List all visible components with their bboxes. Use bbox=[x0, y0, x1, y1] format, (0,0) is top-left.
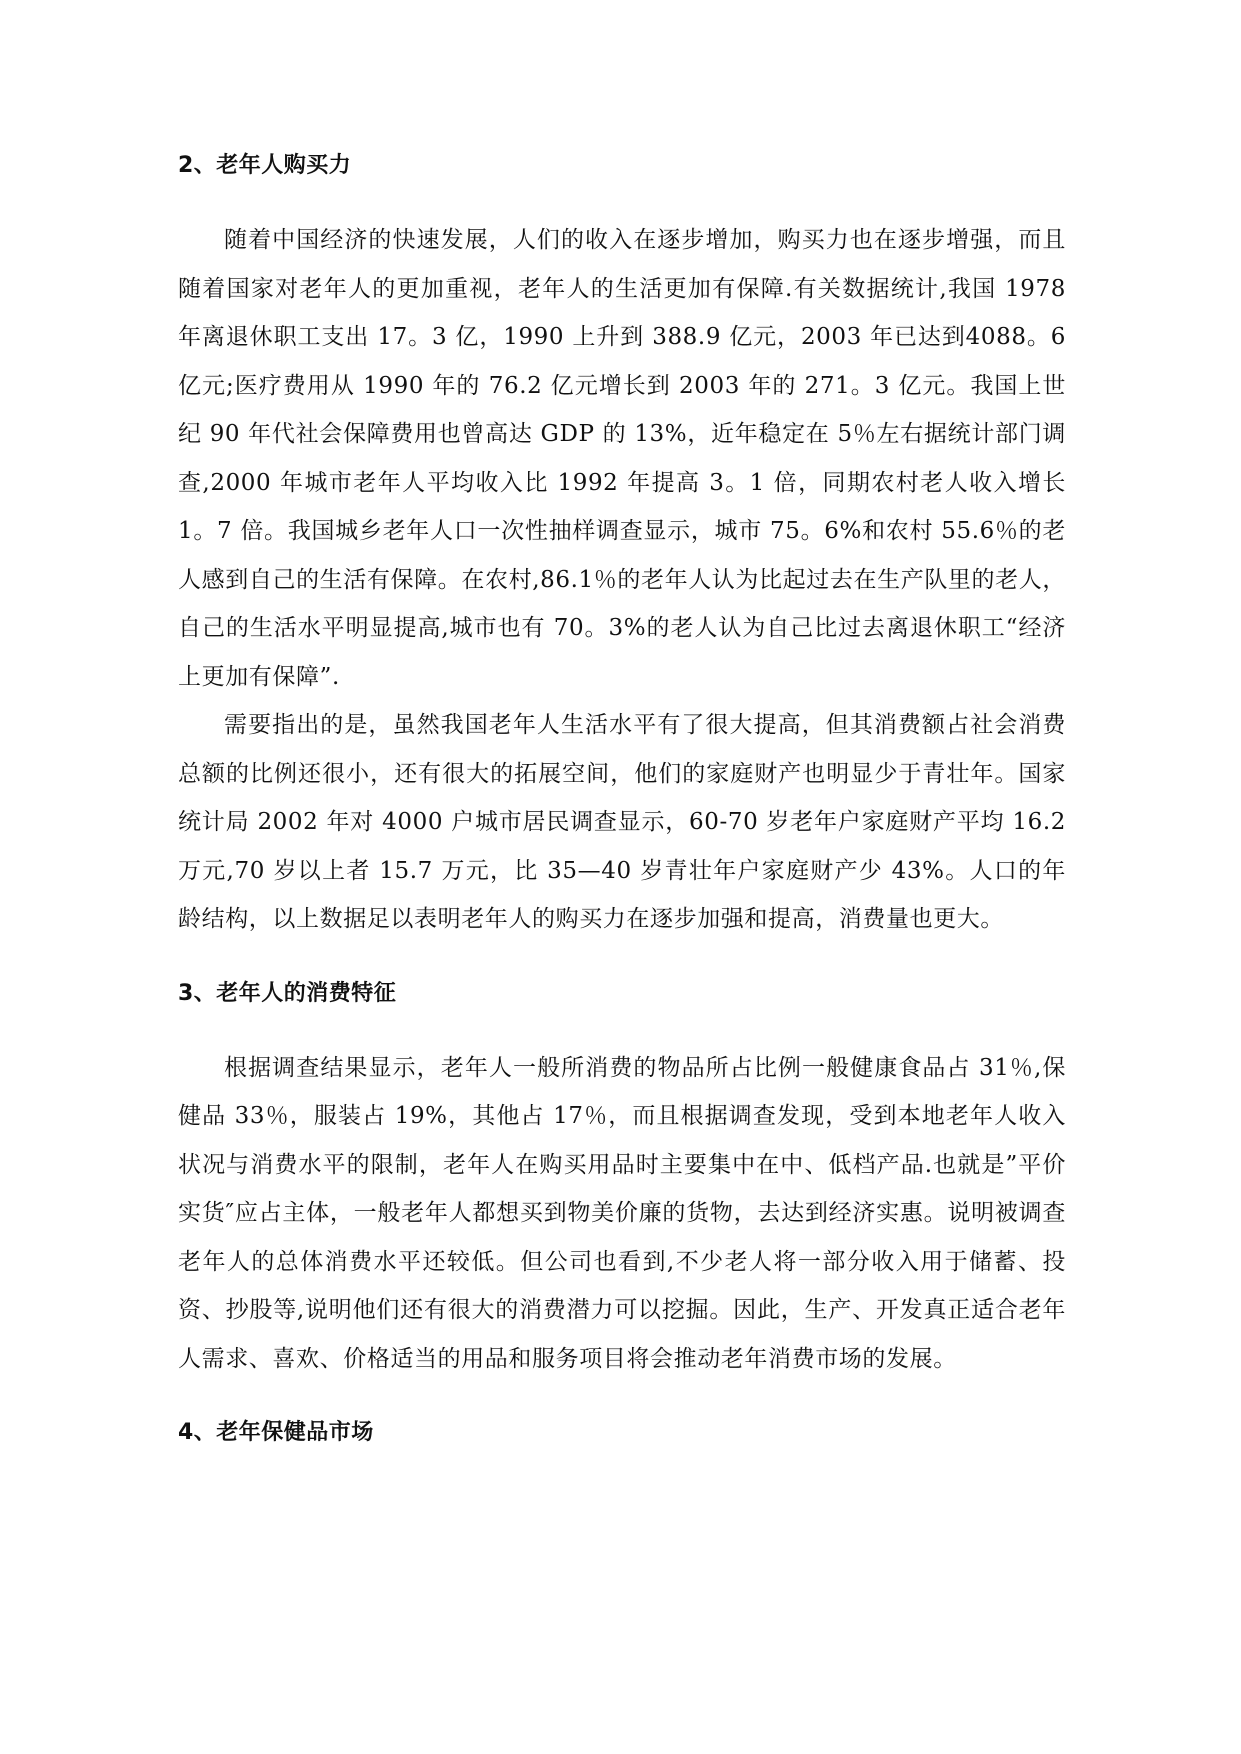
paragraph-consumption-share: 需要指出的是，虽然我国老年人生活水平有了很大提高，但其消费额占社会消费总额的比例还很小，还有很大的拓展空间，他们的家庭财产也明显少于青壮年。国家统计局 2002 年对 4000 户城市居民调查显示，60-70 岁老年户家庭财产平均 16.2 万元,70 岁以上者 15.7 万元，比 35—40 岁青壮年户家庭财产少 43%。人口的年龄结构，以上数据足以表明老年人的购买力在逐步加强和提高，消费量也更大。 bbox=[178, 712, 1066, 932]
section-heading-health-products-market: 4、老年保健品市场 bbox=[178, 1420, 374, 1445]
section-heading-consumption-features: 3、老年人的消费特征 bbox=[178, 980, 397, 1006]
document-page bbox=[178, 150, 1066, 1449]
paragraph-consumption-survey: 根据调查结果显示，老年人一般所消费的物品所占比例一般健康食品占 31％,保健品 33％，服装占 19%，其他占 17％，而且根据调查发现，受到本地老年人收入状况与消费水平的限制，老年人在购买用品时主要集中在中、低档产品.也就是”平价实货″应占主体，一般老年人都想买到物美价廉的货物，去达到经济实惠。说明被调查老年人的总体消费水平还较低。但公司也看到,不少老人将一部分收入用于储蓄、投资、抄股等,说明他们还有很大的消费潜力可以挖掘。因此，生产、开发真正适合老年人需求、喜欢、价格适当的用品和服务项目将会推动老年消费市场的发展。 bbox=[178, 1054, 1066, 1372]
paragraph-purchasing-power-growth: 随着中国经济的快速发展，人们的收入在逐步增加，购买力也在逐步增强，而且随着国家对老年人的更加重视，老年人的生活更加有保障.有关数据统计,我国 1978 年离退休职工支出 17。3 亿，1990 上升到 388.9 亿元，2003 年已达到4088。6 亿元;医疗费用从 1990 年的 76.2 亿元增长到 2003 年的 271。3 亿元。我国上世纪 90 年代社会保障费用也曾高达 GDP 的 13%，近年稳定在 5％左右据统计部门调查,2000 年城市老年人平均收入比 1992 年提高 3。1 倍，同期农村老人收入增长 1。7 倍。我国城乡老年人口一次性抽样调查显示，城市 75。6%和农村 55.6％的老人感到自己的生活有保障。在农村,86.1％的老年人认为比起过去在生产队里的老人，自己的生活水平明显提高,城市也有 70。3%的老人认为自己比过去离退休职工“经济上更加有保障”. bbox=[178, 227, 1066, 690]
section-heading-purchasing-power: 2、老年人购买力 bbox=[178, 153, 352, 178]
